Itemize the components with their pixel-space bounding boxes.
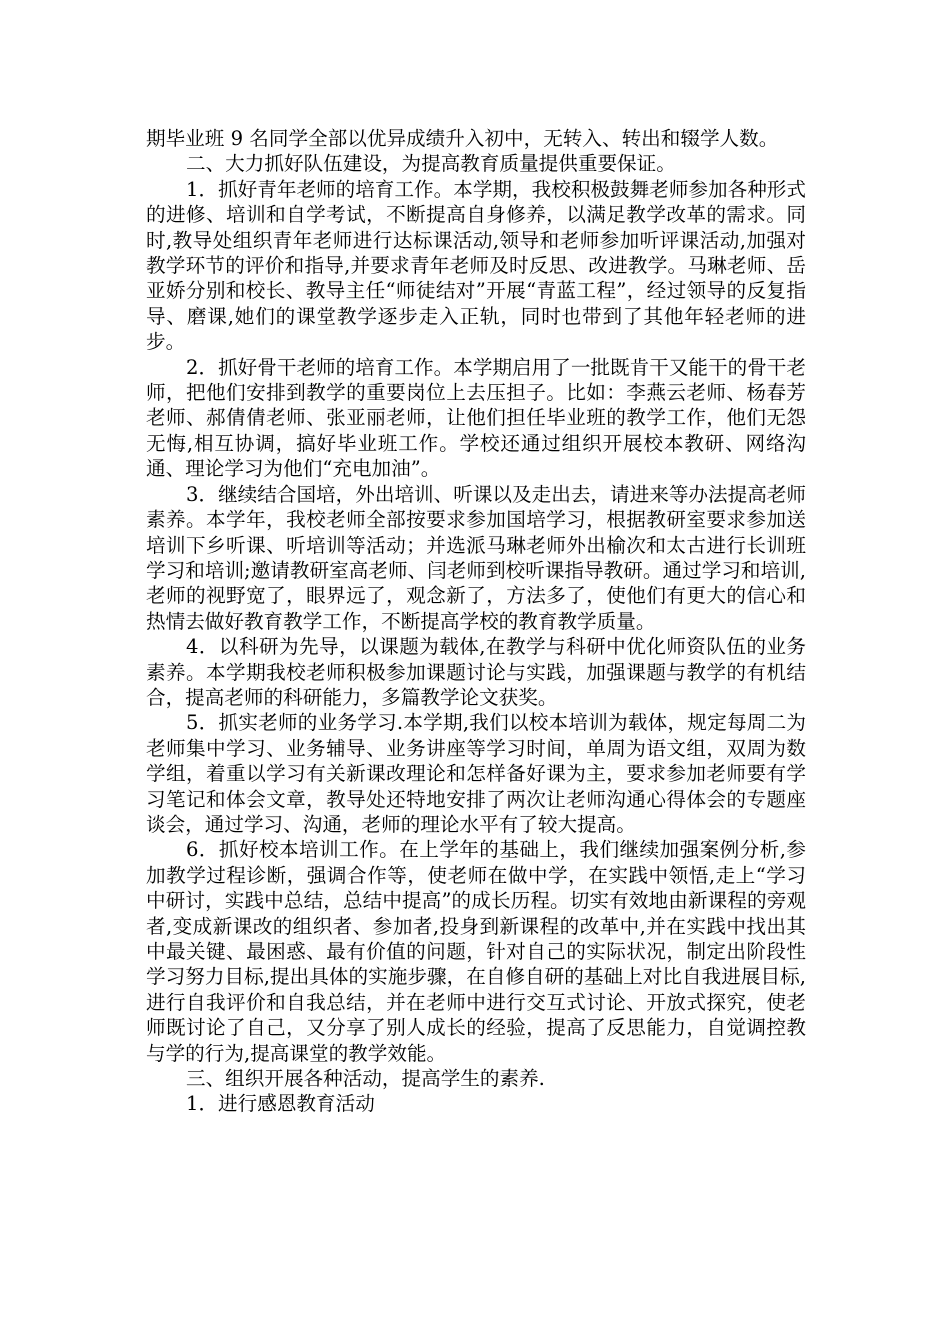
paragraph: 2．抓好骨干老师的培育工作。本学期启用了一批既肯干又能干的骨干老师，把他们安排到教学的重要岗位上去压担子。比如：李燕云老师、杨春芳老师、郝倩倩老师、张亚丽老师，让他们担任毕业班的教学工作，他们无怨无悔,相互协调，搞好毕业班工作。学校还通过组织开展校本教研、网络沟通、理论学习为他们“充电加油”。 [146,355,806,481]
document-body [146,126,806,1117]
paragraph: 1．进行感恩教育活动 [186,1092,375,1116]
paragraph: 1．抓好青年老师的培育工作。本学期，我校积极鼓舞老师参加各种形式的进修、培训和自学考试，不断提高自身修养，以满足教学改革的需求。同时,教导处组织青年老师进行达标课活动,领导和老师参加听评课活动,加强对教学环节的评价和指导,并要求青年老师及时反思、改进教学。马琳老师、岳亚娇分别和校长、教导主任“师徒结对”开展“青蓝工程”，经过领导的反复指导、磨课,她们的课堂教学逐步走入正轨，同时也带到了其他年轻老师的进步。 [146,177,806,354]
section-heading: 三、组织开展各种活动，提高学生的素养. [186,1067,545,1091]
section-heading: 二、大力抓好队伍建设，为提高教育质量提供重要保证。 [186,152,676,176]
paragraph: 6．抓好校本培训工作。在上学年的基础上，我们继续加强案例分析,参加教学过程诊断，强调合作等，使老师在做中学，在实践中领悟,走上“学习中研讨，实践中总结，总结中提高”的成长历程。切实有效地由新课程的旁观者,变成新课改的组织者、参加者,投身到新课程的改革中,并在实践中找出其中最关键、最困惑、最有价值的问题，针对自己的实际状况，制定出阶段性学习努力目标,提出具体的实施步骤，在自修自研的基础上对比自我进展目标,进行自我评价和自我总结，并在老师中进行交互式讨论、开放式探究，使老师既讨论了自己，又分享了别人成长的经验，提高了反思能力，自觉调控教与学的行为,提高课堂的教学效能。 [146,838,806,1065]
paragraph: 4．以科研为先导，以课题为载体,在教学与科研中优化师资队伍的业务素养。本学期我校老师积极参加课题讨论与实践，加强课题与教学的有机结合，提高老师的科研能力，多篇教学论文获奖。 [146,635,806,709]
paragraph: 3．继续结合国培，外出培训、听课以及走出去，请进来等办法提高老师素养。本学年，我校老师全部按要求参加国培学习，根据教研室要求参加送培训下乡听课、听培训等活动；并选派马琳老师外出榆次和太古进行长训班学习和培训;邀请教研室高老师、闫老师到校听课指导教研。通过学习和培训,老师的视野宽了，眼界远了，观念新了，方法多了，使他们有更大的信心和热情去做好教育教学工作，不断提高学校的教育教学质量。 [146,482,806,633]
paragraph: 期毕业班 9 名同学全部以优异成绩升入初中，无转入、转出和辍学人数。 [146,127,779,150]
paragraph: 5．抓实老师的业务学习.本学期,我们以校本培训为载体，规定每周二为老师集中学习、业务辅导、业务讲座等学习时间，单周为语文组，双周为数学组，着重以学习有关新课改理论和怎样备好课为主，要求参加老师要有学习笔记和体会文章，教导处还特地安排了两次让老师沟通心得体会的专题座谈会，通过学习、沟通，老师的理论水平有了较大提高。 [146,711,806,836]
